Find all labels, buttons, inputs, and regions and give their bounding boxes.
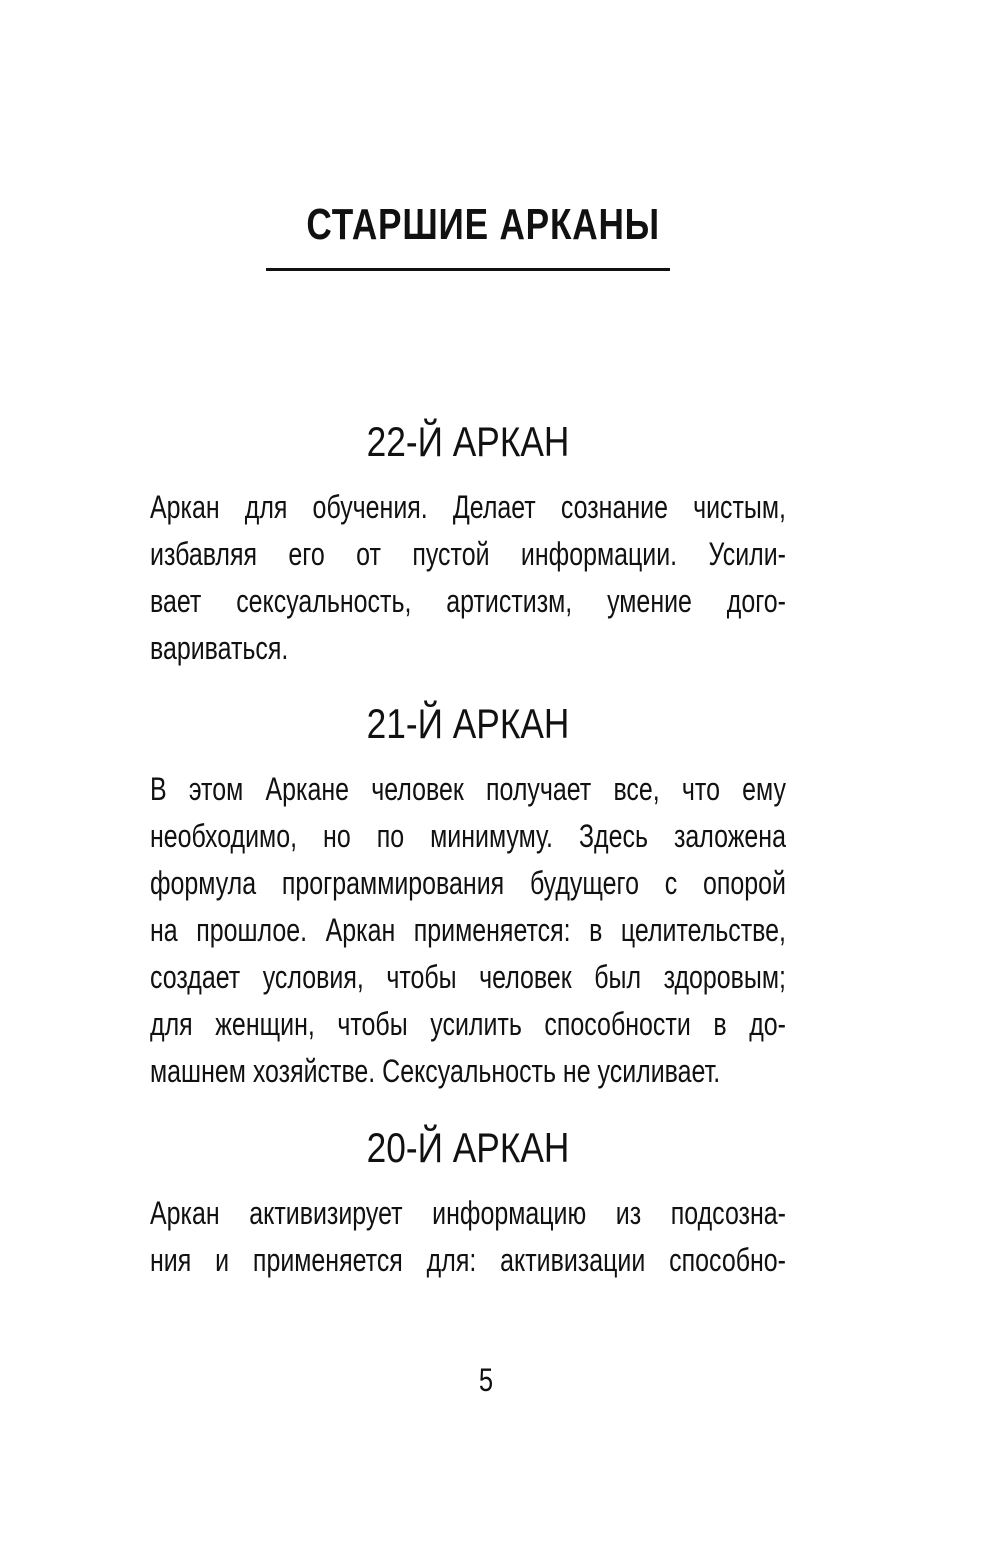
text-line: ния и применяется для: активизации способно- [150, 1242, 786, 1278]
text-line: для женщин, чтобы усилить способности в до- [150, 1006, 786, 1042]
text-line: необходимо, но по минимуму. Здесь заложена [150, 818, 786, 854]
arcana-22-text [150, 484, 786, 672]
text-line: вает сексуальность, артистизм, умение дого- [150, 583, 786, 619]
text-line: машнем хозяйстве. Сексуальность не усиливает. [150, 1053, 721, 1089]
arcana-22-heading: 22-Й АРКАН [366, 418, 570, 465]
page-number: 5 [478, 1362, 494, 1398]
arcana-21-text [150, 766, 786, 1095]
text-line: Аркан активизирует информацию из подсозна- [150, 1195, 786, 1231]
arcana-21-heading: 21-Й АРКАН [366, 700, 570, 747]
text-line: на прошлое. Аркан применяется: в целительстве, [150, 912, 786, 948]
text-line: формула программирования будущего с опорой [150, 865, 786, 901]
arcana-20-text [150, 1190, 786, 1284]
arcana-20-heading: 20-Й АРКАН [366, 1124, 570, 1171]
title-underline [266, 268, 670, 271]
text-line: избавляя его от пустой информации. Усили- [150, 536, 786, 572]
text-line: вариваться. [150, 630, 289, 666]
text-line: создает условия, чтобы человек был здоровым; [150, 959, 786, 995]
text-line: Аркан для обучения. Делает сознание чистым, [150, 489, 786, 525]
page-title: СТАРШИЕ АРКАНЫ [306, 200, 660, 249]
text-line: В этом Аркане человек получает все, что ему [150, 771, 786, 807]
